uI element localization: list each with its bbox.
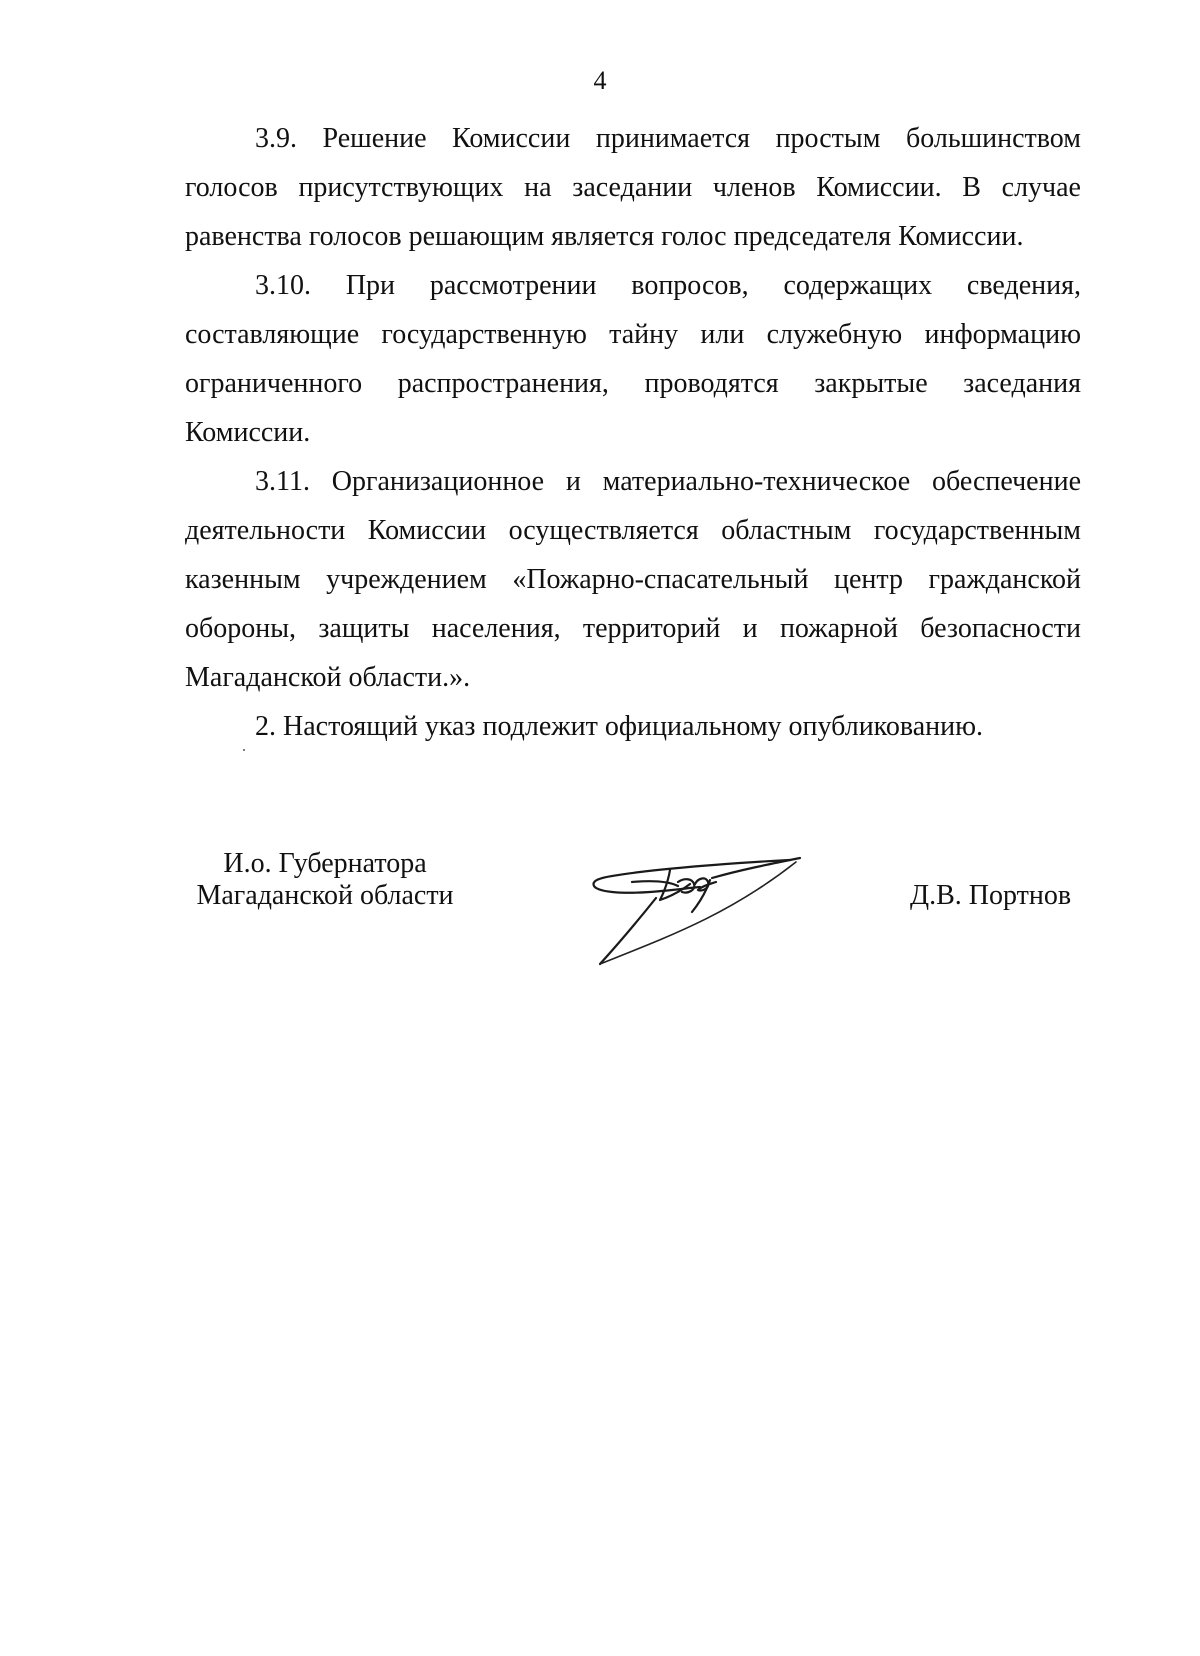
page-number: 4 [593, 66, 607, 95]
paragraph-3-11: 3.11. Организационное и материально-техническое обеспечение деятельности Комиссии осуществляется областным государственным казенным учреждением «Пожарно-спасательный центр гражданской обороны, защиты населения, территорий и пожарной безопасности Магаданской области.». [185, 466, 1081, 693]
signatory-title-line-1: И.о. Губернатора [223, 848, 427, 879]
signature-block [0, 840, 1200, 1000]
signatory-name: Д.В. Портнов [910, 880, 1072, 911]
signatory-title [180, 848, 470, 912]
paragraph-3-9: 3.9. Решение Комиссии принимается простым большинством голосов присутствующих на заседании членов Комиссии. В случае равенства голосов решающим является голос председателя Комиссии. [185, 123, 1081, 252]
scan-speck [243, 749, 245, 751]
paragraph-3-10: 3.10. При рассмотрении вопросов, содержащих сведения, составляющие государственную тайну или служебную информацию ограниченного распространения, проводятся закрытые заседания Комиссии. [185, 270, 1081, 448]
document-body [185, 114, 1081, 751]
handwritten-signature-icon [560, 832, 850, 982]
paragraph-publication: 2. Настоящий указ подлежит официальному опубликованию. [255, 711, 984, 742]
signatory-title-line-2: Магаданской области [196, 880, 454, 911]
